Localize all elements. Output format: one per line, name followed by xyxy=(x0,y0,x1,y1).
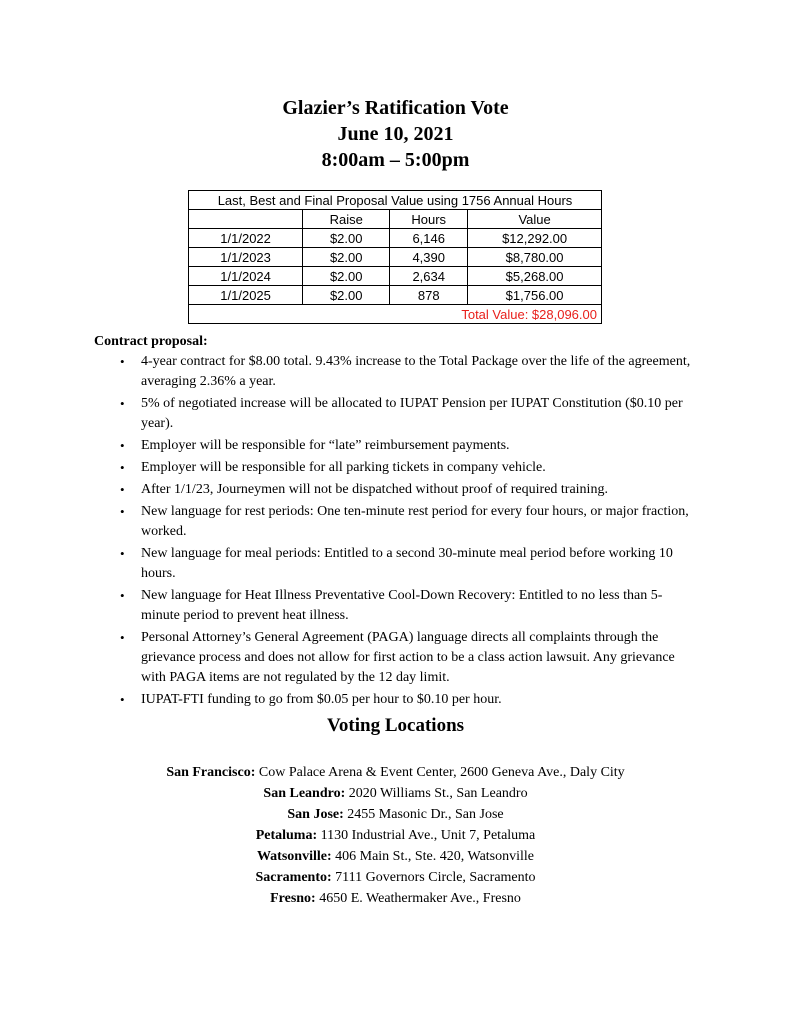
location-city: San Leandro: xyxy=(263,786,346,801)
list-item-text: New language for meal periods: Entitled to a second 30-minute meal period before working 10 hours. xyxy=(141,546,673,581)
list-item xyxy=(120,544,701,584)
list-item-text: Employer will be responsible for “late” reimbursement payments. xyxy=(141,438,510,453)
bullet-icon: • xyxy=(120,546,125,561)
location-address: 1130 Industrial Ave., Unit 7, Petaluma xyxy=(320,828,536,843)
cell-raise: $2.00 xyxy=(303,229,390,248)
cell-value: $8,780.00 xyxy=(468,248,602,267)
cell-hours: 4,390 xyxy=(390,248,468,267)
list-item-text: New language for Heat Illness Preventative Cool-Down Recovery: Entitled to no less than 5-minute period to prevent heat illness. xyxy=(141,588,663,623)
location-item xyxy=(0,888,791,909)
bullet-icon: • xyxy=(120,588,125,603)
location-item xyxy=(0,783,791,804)
list-item-text: Personal Attorney’s General Agreement (PAGA) language directs all complaints through the grievance process and does not allow for first action to be a class action lawsuit. Any grievance with PAGA items are not regulated by the 12 day limit. xyxy=(141,630,675,685)
cell-date: 1/1/2025 xyxy=(189,286,303,305)
location-item xyxy=(0,762,791,783)
list-item xyxy=(120,586,701,626)
cell-raise: $2.00 xyxy=(303,286,390,305)
table-row xyxy=(189,286,602,305)
bullet-icon: • xyxy=(120,396,125,411)
proposal-value-table xyxy=(188,190,602,324)
column-header xyxy=(189,210,303,229)
cell-date: 1/1/2022 xyxy=(189,229,303,248)
location-address: 4650 E. Weathermaker Ave., Fresno xyxy=(319,891,521,906)
list-item-text: Employer will be responsible for all parking tickets in company vehicle. xyxy=(141,460,546,475)
location-address: Cow Palace Arena & Event Center, 2600 Geneva Ave., Daly City xyxy=(258,765,625,780)
column-header-raise: Raise xyxy=(303,210,390,229)
list-item xyxy=(120,690,701,710)
list-item xyxy=(120,502,701,542)
location-address: 7111 Governors Circle, Sacramento xyxy=(335,870,536,885)
table-row xyxy=(189,248,602,267)
list-item xyxy=(120,394,701,434)
location-item xyxy=(0,804,791,825)
list-item-text: 4-year contract for $8.00 total. 9.43% increase to the Total Package over the life of the agreement, averaging 2.36% a year. xyxy=(141,354,691,389)
location-city: Fresno: xyxy=(270,891,316,906)
location-city: Sacramento: xyxy=(255,870,332,885)
location-item xyxy=(0,846,791,867)
table-caption: Last, Best and Final Proposal Value using 1756 Annual Hours xyxy=(189,191,602,210)
list-item xyxy=(120,628,701,688)
table-total-row xyxy=(189,305,602,324)
location-item xyxy=(0,825,791,846)
list-item-text: New language for rest periods: One ten-minute rest period for every four hours, or major fraction, worked. xyxy=(141,504,689,539)
list-item xyxy=(120,480,701,500)
location-city: San Jose: xyxy=(287,807,344,822)
cell-raise: $2.00 xyxy=(303,267,390,286)
total-value: Total Value: $28,096.00 xyxy=(189,305,602,324)
bullet-icon: • xyxy=(120,460,125,475)
cell-hours: 878 xyxy=(390,286,468,305)
contract-proposal-label: Contract proposal: xyxy=(94,334,208,349)
bullet-icon: • xyxy=(120,504,125,519)
bullet-icon: • xyxy=(120,630,125,645)
location-city: Petaluma: xyxy=(255,828,318,843)
location-city: Watsonville: xyxy=(256,849,332,864)
list-item-text: IUPAT-FTI funding to go from $0.05 per hour to $0.10 per hour. xyxy=(141,692,502,707)
cell-date: 1/1/2024 xyxy=(189,267,303,286)
cell-value: $5,268.00 xyxy=(468,267,602,286)
voting-locations-heading: Voting Locations xyxy=(326,715,465,736)
cell-hours: 6,146 xyxy=(390,229,468,248)
location-address: 406 Main St., Ste. 420, Watsonville xyxy=(335,849,535,864)
cell-value: $1,756.00 xyxy=(468,286,602,305)
column-header-value: Value xyxy=(468,210,602,229)
bullet-icon: • xyxy=(120,438,125,453)
voting-locations-list xyxy=(0,762,791,909)
cell-value: $12,292.00 xyxy=(468,229,602,248)
location-item xyxy=(0,867,791,888)
vote-date: June 10, 2021 xyxy=(337,123,454,145)
table-caption-row xyxy=(189,191,602,210)
table-row xyxy=(189,229,602,248)
cell-date: 1/1/2023 xyxy=(189,248,303,267)
list-item-text: After 1/1/23, Journeymen will not be dispatched without proof of required training. xyxy=(141,482,608,497)
table-header-row xyxy=(189,210,602,229)
bullet-icon: • xyxy=(120,692,125,707)
column-header-hours: Hours xyxy=(390,210,468,229)
list-item xyxy=(120,458,701,478)
bullet-icon: • xyxy=(120,482,125,497)
vote-hours: 8:00am – 5:00pm xyxy=(321,149,470,171)
list-item xyxy=(120,436,701,456)
document-title: Glazier’s Ratification Vote xyxy=(282,97,509,119)
location-address: 2020 Williams St., San Leandro xyxy=(348,786,528,801)
list-item xyxy=(120,352,701,392)
list-item-text: 5% of negotiated increase will be allocated to IUPAT Pension per IUPAT Constitution ($0.10 per year). xyxy=(141,396,683,431)
location-city: San Francisco: xyxy=(166,765,256,780)
bullet-icon: • xyxy=(120,354,125,369)
cell-hours: 2,634 xyxy=(390,267,468,286)
cell-raise: $2.00 xyxy=(303,248,390,267)
location-address: 2455 Masonic Dr., San Jose xyxy=(347,807,504,822)
table-row xyxy=(189,267,602,286)
proposal-list xyxy=(120,352,701,712)
